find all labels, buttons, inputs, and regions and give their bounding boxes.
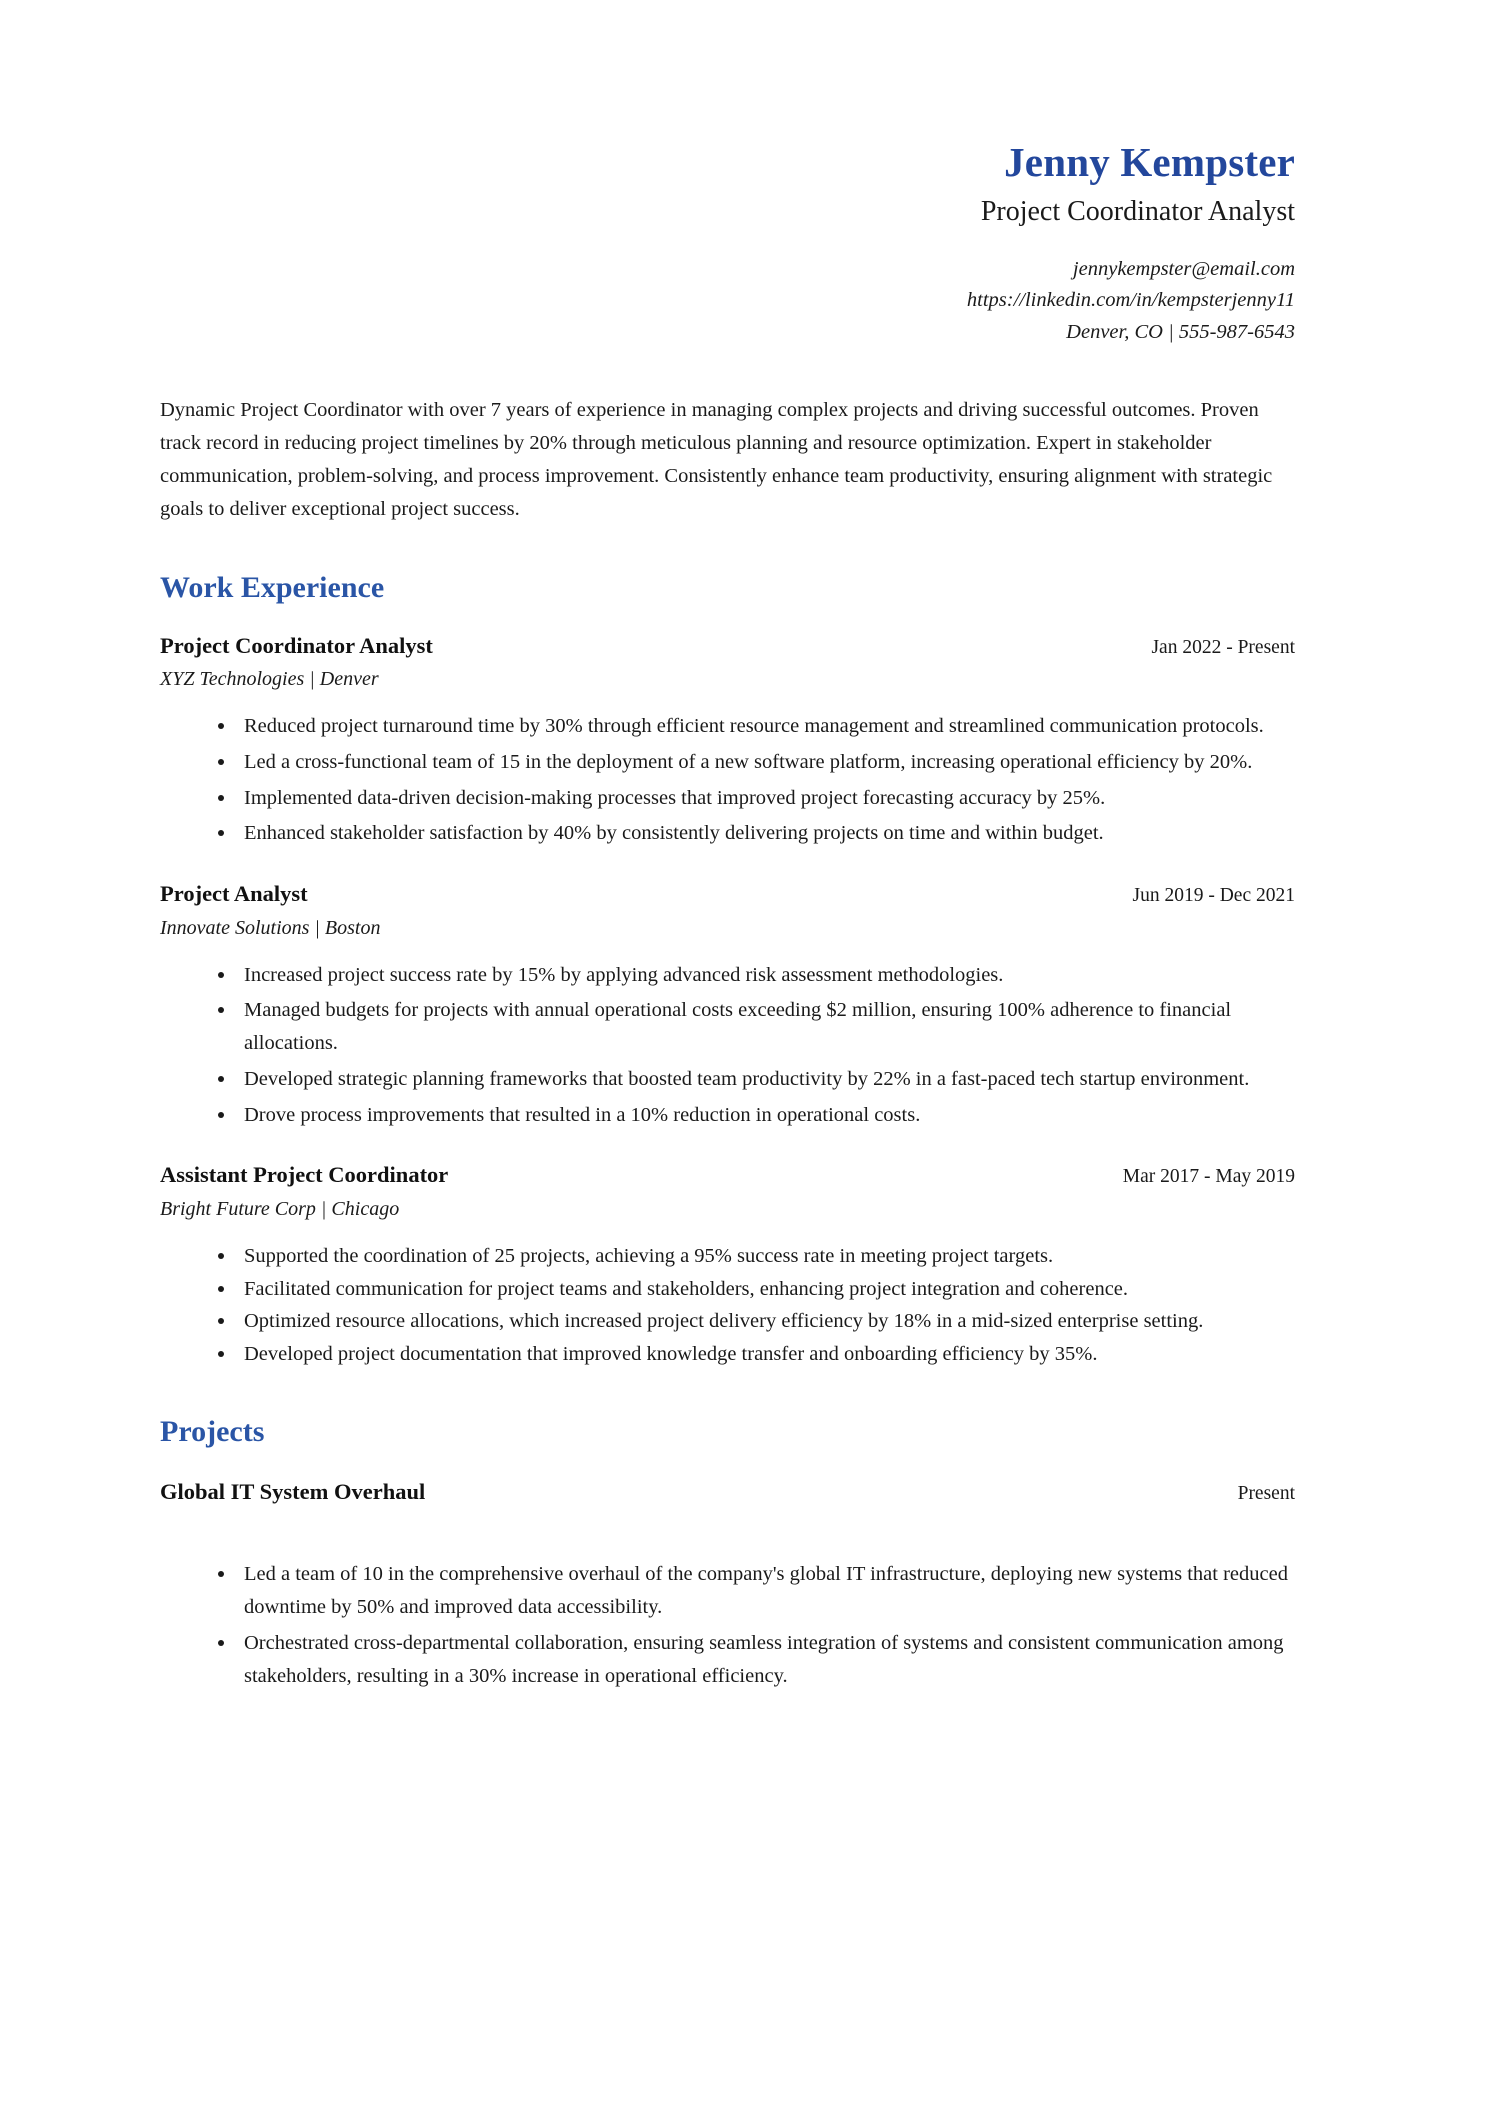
contact-linkedin[interactable]: https://linkedin.com/in/kempsterjenny11 xyxy=(966,289,1295,312)
list-item: Increased project success rate by 15% by applying advanced risk assessment methodologies. xyxy=(218,959,1295,992)
project-entry-name: Global IT System Overhaul xyxy=(160,1479,426,1505)
work-entry xyxy=(160,880,1295,1131)
contact-info xyxy=(160,254,1295,347)
project-entry xyxy=(160,1478,1295,1693)
candidate-name: Jenny Kempster xyxy=(1004,139,1295,185)
list-item: Developed project documentation that improved knowledge transfer and onboarding efficiency by 35%. xyxy=(218,1338,1295,1371)
work-entry xyxy=(160,632,1295,851)
work-entry-organization: Innovate Solutions | Boston xyxy=(160,916,381,939)
list-item: Implemented data-driven decision-making processes that improved project forecasting accuracy by 25%. xyxy=(218,782,1295,815)
professional-summary: Dynamic Project Coordinator with over 7 years of experience in managing complex projects and driving successful outcomes. Proven track record in reducing project timelines by 20% through meticulous planning and resource optimization. Expert in stakeholder communication, problem-solving, and process improvement. Consistently enhance team productivity, ensuring alignment with strategic goals to deliver exceptional project success. xyxy=(160,398,1273,521)
work-entry-bullets xyxy=(160,1240,1295,1371)
work-entry-head xyxy=(160,880,1295,908)
work-entry-head xyxy=(160,632,1295,660)
list-item: Optimized resource allocations, which increased project delivery efficiency by 18% in a mid-sized enterprise setting. xyxy=(218,1305,1295,1338)
work-entry-role: Assistant Project Coordinator xyxy=(160,1162,449,1188)
contact-location-phone: Denver, CO | 555-987-6543 xyxy=(1066,320,1295,343)
resume-header xyxy=(160,0,1295,348)
project-entry-head xyxy=(160,1478,1295,1506)
project-entry-date: Present xyxy=(1237,1483,1295,1505)
work-entry-head xyxy=(160,1161,1295,1189)
work-entry-bullets xyxy=(160,710,1295,850)
work-entry-organization: XYZ Technologies | Denver xyxy=(160,667,379,690)
work-entry-date: Jan 2022 - Present xyxy=(1151,636,1295,658)
work-entry-role: Project Coordinator Analyst xyxy=(160,632,433,658)
list-item: Led a cross-functional team of 15 in the deployment of a new software platform, increasing operational efficiency by 20%. xyxy=(218,746,1295,779)
work-entry-role: Project Analyst xyxy=(160,881,308,907)
work-entry xyxy=(160,1161,1295,1371)
section-projects xyxy=(160,1415,1295,1693)
list-item: Reduced project turnaround time by 30% through efficient resource management and streamlined communication protocols. xyxy=(218,710,1295,743)
list-item: Facilitated communication for project teams and stakeholders, enhancing project integration and coherence. xyxy=(218,1273,1295,1306)
work-entry-organization: Bright Future Corp | Chicago xyxy=(160,1197,400,1220)
list-item: Orchestrated cross-departmental collaboration, ensuring seamless integration of systems and consistent communication among stakeholders, resulting in a 30% increase in operational efficiency. xyxy=(218,1627,1295,1693)
section-title-work-experience: Work Experience xyxy=(160,570,385,604)
section-work-experience xyxy=(160,571,1295,1371)
list-item: Supported the coordination of 25 projects, achieving a 95% success rate in meeting project targets. xyxy=(218,1240,1295,1273)
list-item: Drove process improvements that resulted in a 10% reduction in operational costs. xyxy=(218,1099,1295,1132)
work-entry-date: Mar 2017 - May 2019 xyxy=(1122,1166,1295,1188)
contact-email[interactable]: jennykempster@email.com xyxy=(1072,258,1295,281)
section-title-projects: Projects xyxy=(160,1415,265,1449)
list-item: Managed budgets for projects with annual operational costs exceeding $2 million, ensuring 100% adherence to financial allocations. xyxy=(218,994,1295,1060)
work-entry-bullets xyxy=(160,959,1295,1132)
list-item: Developed strategic planning frameworks that boosted team productivity by 22% in a fast-paced tech startup environment. xyxy=(218,1063,1295,1096)
project-entry-bullets xyxy=(160,1558,1295,1692)
list-item: Enhanced stakeholder satisfaction by 40% by consistently delivering projects on time and within budget. xyxy=(218,817,1295,850)
work-entry-date: Jun 2019 - Dec 2021 xyxy=(1132,885,1295,907)
list-item: Led a team of 10 in the comprehensive overhaul of the company's global IT infrastructure, deploying new systems that reduced downtime by 50% and improved data accessibility. xyxy=(218,1558,1295,1624)
candidate-job-title: Project Coordinator Analyst xyxy=(980,196,1295,228)
